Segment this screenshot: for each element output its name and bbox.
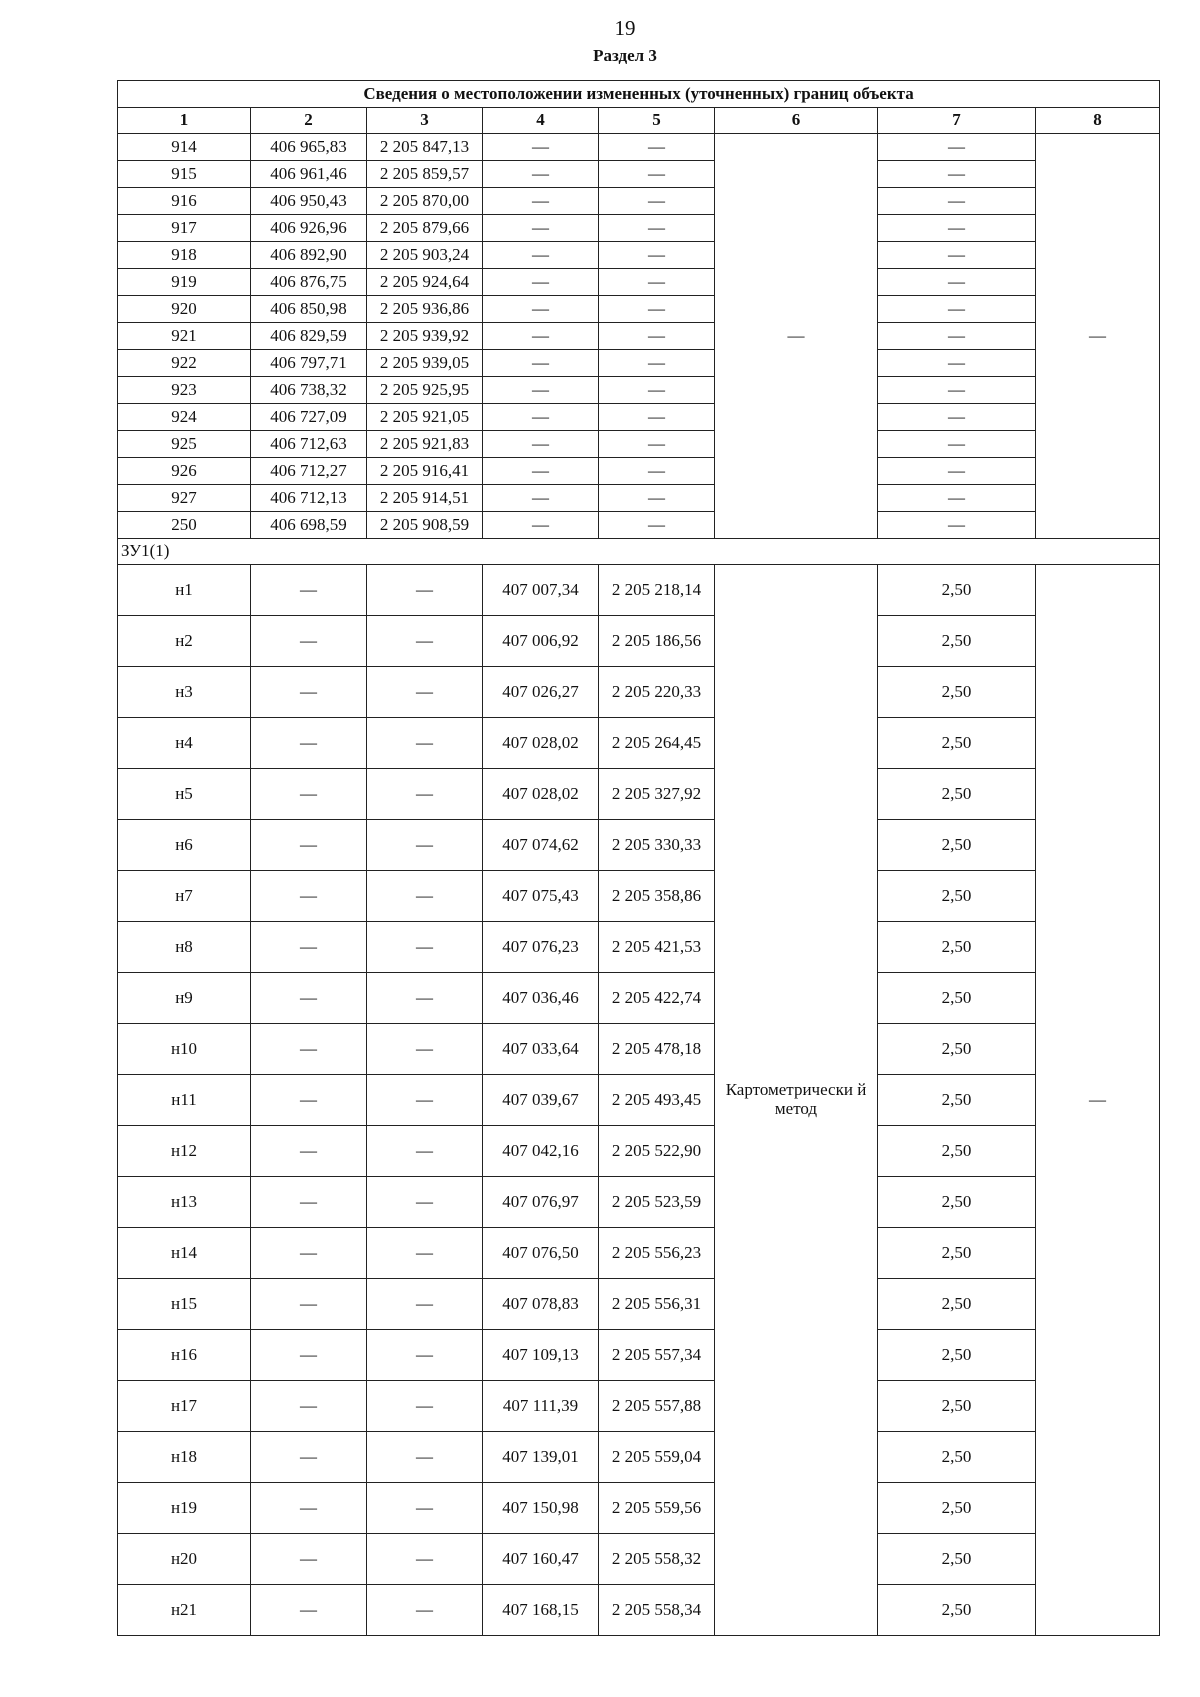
y-old-cell: — [367,1381,483,1432]
y-old-cell: — [367,922,483,973]
y-old-cell: — [367,1483,483,1534]
x-new-cell: 407 076,50 [483,1228,599,1279]
point-number-cell: 924 [118,404,251,431]
y-old-cell: 2 205 903,24 [367,242,483,269]
table-row [118,1024,1160,1075]
x-new-cell: 407 006,92 [483,616,599,667]
x-new-cell: — [483,296,599,323]
y-new-cell: 2 205 186,56 [599,616,715,667]
table-row [118,1228,1160,1279]
precision-cell: — [878,134,1036,161]
precision-cell: 2,50 [878,1534,1036,1585]
y-old-cell: — [367,1330,483,1381]
precision-cell: — [878,161,1036,188]
x-old-cell: 406 712,27 [251,458,367,485]
table-row [118,377,1160,404]
precision-cell: 2,50 [878,1381,1036,1432]
x-old-cell: — [251,565,367,616]
table-row [118,667,1160,718]
point-number-cell: н5 [118,769,251,820]
y-old-cell: 2 205 914,51 [367,485,483,512]
table-row [118,458,1160,485]
y-old-cell: 2 205 908,59 [367,512,483,539]
y-old-cell: — [367,1024,483,1075]
point-number-cell: н4 [118,718,251,769]
x-new-cell: — [483,134,599,161]
x-old-cell: 406 712,13 [251,485,367,512]
x-new-cell: 407 039,67 [483,1075,599,1126]
description-cell: — [1036,565,1160,1636]
y-old-cell: — [367,1585,483,1636]
x-new-cell: 407 074,62 [483,820,599,871]
point-number-cell: 920 [118,296,251,323]
precision-cell: 2,50 [878,1483,1036,1534]
point-number-cell: н1 [118,565,251,616]
y-new-cell: — [599,350,715,377]
point-number-cell: 926 [118,458,251,485]
boundary-coordinates-table [117,80,1160,1636]
precision-cell: — [878,269,1036,296]
precision-cell: 2,50 [878,871,1036,922]
precision-cell: — [878,377,1036,404]
y-old-cell: — [367,1279,483,1330]
x-old-cell: — [251,1381,367,1432]
table-row [118,485,1160,512]
table-row [118,565,1160,616]
y-new-cell: 2 205 558,32 [599,1534,715,1585]
x-old-cell: 406 738,32 [251,377,367,404]
point-number-cell: н7 [118,871,251,922]
y-old-cell: 2 205 921,83 [367,431,483,458]
x-old-cell: — [251,1126,367,1177]
table-row [118,215,1160,242]
y-new-cell: — [599,134,715,161]
column-number-row [118,108,1160,134]
x-new-cell: — [483,431,599,458]
x-old-cell: — [251,616,367,667]
table-row [118,431,1160,458]
table-row [118,871,1160,922]
table-row [118,188,1160,215]
x-old-cell: — [251,1228,367,1279]
table-row [118,134,1160,161]
precision-cell: — [878,485,1036,512]
y-old-cell: — [367,769,483,820]
y-new-cell: 2 205 523,59 [599,1177,715,1228]
point-number-cell: н11 [118,1075,251,1126]
column-number: 7 [878,108,1036,134]
point-number-cell: н16 [118,1330,251,1381]
y-new-cell: 2 205 557,34 [599,1330,715,1381]
table-row [118,1075,1160,1126]
x-old-cell: 406 965,83 [251,134,367,161]
x-new-cell: — [483,485,599,512]
point-number-cell: н3 [118,667,251,718]
y-new-cell: 2 205 478,18 [599,1024,715,1075]
table-row [118,404,1160,431]
x-new-cell: — [483,404,599,431]
table-row [118,922,1160,973]
y-old-cell: — [367,667,483,718]
x-old-cell: — [251,820,367,871]
y-new-cell: 2 205 559,04 [599,1432,715,1483]
precision-cell: 2,50 [878,565,1036,616]
precision-cell: — [878,458,1036,485]
precision-cell: — [878,404,1036,431]
y-old-cell: — [367,973,483,1024]
y-new-cell: — [599,323,715,350]
table-row [118,1381,1160,1432]
y-old-cell: — [367,718,483,769]
x-new-cell: 407 168,15 [483,1585,599,1636]
y-new-cell: 2 205 557,88 [599,1381,715,1432]
y-new-cell: — [599,377,715,404]
x-old-cell: 406 950,43 [251,188,367,215]
column-number: 1 [118,108,251,134]
precision-cell: 2,50 [878,1177,1036,1228]
y-new-cell: 2 205 421,53 [599,922,715,973]
x-old-cell: 406 797,71 [251,350,367,377]
y-new-cell: — [599,215,715,242]
table-row [118,973,1160,1024]
x-new-cell: 407 028,02 [483,718,599,769]
table-row [118,296,1160,323]
y-old-cell: — [367,1228,483,1279]
x-old-cell: — [251,1330,367,1381]
x-new-cell: 407 111,39 [483,1381,599,1432]
point-number-cell: 914 [118,134,251,161]
y-old-cell: — [367,1126,483,1177]
table-row [118,820,1160,871]
y-old-cell: 2 205 939,92 [367,323,483,350]
x-old-cell: 406 829,59 [251,323,367,350]
y-old-cell: 2 205 936,86 [367,296,483,323]
method-cell: — [715,134,878,539]
y-new-cell: — [599,269,715,296]
x-new-cell: — [483,323,599,350]
column-number: 6 [715,108,878,134]
x-old-cell: — [251,769,367,820]
point-number-cell: 919 [118,269,251,296]
x-old-cell: — [251,1075,367,1126]
description-cell: — [1036,134,1160,539]
x-new-cell: — [483,377,599,404]
point-number-cell: н10 [118,1024,251,1075]
y-new-cell: — [599,512,715,539]
precision-cell: — [878,431,1036,458]
table-row [118,242,1160,269]
point-number-cell: н17 [118,1381,251,1432]
y-new-cell: — [599,404,715,431]
y-old-cell: 2 205 847,13 [367,134,483,161]
table-row [118,269,1160,296]
y-new-cell: 2 205 522,90 [599,1126,715,1177]
x-new-cell: — [483,458,599,485]
x-old-cell: — [251,1534,367,1585]
x-new-cell: 407 075,43 [483,871,599,922]
precision-cell: — [878,296,1036,323]
x-new-cell: — [483,242,599,269]
y-old-cell: — [367,1177,483,1228]
precision-cell: 2,50 [878,1075,1036,1126]
y-new-cell: — [599,431,715,458]
y-old-cell: 2 205 859,57 [367,161,483,188]
precision-cell: 2,50 [878,922,1036,973]
x-new-cell: — [483,161,599,188]
table-row [118,1534,1160,1585]
point-number-cell: н14 [118,1228,251,1279]
x-old-cell: 406 712,63 [251,431,367,458]
point-number-cell: н8 [118,922,251,973]
precision-cell: 2,50 [878,1024,1036,1075]
x-new-cell: 407 007,34 [483,565,599,616]
x-new-cell: 407 028,02 [483,769,599,820]
x-new-cell: 407 076,23 [483,922,599,973]
y-old-cell: 2 205 879,66 [367,215,483,242]
page-number: 19 [614,16,636,40]
y-old-cell: 2 205 924,64 [367,269,483,296]
x-new-cell: 407 139,01 [483,1432,599,1483]
x-old-cell: — [251,718,367,769]
y-old-cell: — [367,616,483,667]
x-new-cell: 407 150,98 [483,1483,599,1534]
point-number-cell: н2 [118,616,251,667]
y-new-cell: 2 205 493,45 [599,1075,715,1126]
precision-cell: 2,50 [878,667,1036,718]
y-new-cell: 2 205 559,56 [599,1483,715,1534]
point-number-cell: н12 [118,1126,251,1177]
table-row [118,1279,1160,1330]
point-number-cell: н9 [118,973,251,1024]
x-new-cell: — [483,512,599,539]
y-old-cell: — [367,871,483,922]
x-new-cell: 407 160,47 [483,1534,599,1585]
y-old-cell: — [367,1432,483,1483]
y-old-cell: — [367,1534,483,1585]
precision-cell: 2,50 [878,820,1036,871]
point-number-cell: 915 [118,161,251,188]
x-old-cell: 406 961,46 [251,161,367,188]
point-number-cell: 250 [118,512,251,539]
y-old-cell: 2 205 939,05 [367,350,483,377]
column-number: 4 [483,108,599,134]
x-new-cell: 407 076,97 [483,1177,599,1228]
table-row [118,1177,1160,1228]
x-new-cell: 407 033,64 [483,1024,599,1075]
point-number-cell: 927 [118,485,251,512]
table-row [118,512,1160,539]
y-new-cell: — [599,458,715,485]
point-number-cell: н15 [118,1279,251,1330]
precision-cell: — [878,323,1036,350]
x-old-cell: — [251,1432,367,1483]
table-row [118,718,1160,769]
precision-cell: — [878,242,1036,269]
method-cell: Картометрически й метод [715,565,878,1636]
x-new-cell: 407 078,83 [483,1279,599,1330]
table-row [118,616,1160,667]
x-old-cell: — [251,1024,367,1075]
x-old-cell: — [251,1279,367,1330]
precision-cell: — [878,188,1036,215]
y-new-cell: — [599,242,715,269]
x-old-cell: 406 727,09 [251,404,367,431]
point-number-cell: н6 [118,820,251,871]
table-row [118,769,1160,820]
y-new-cell: 2 205 220,33 [599,667,715,718]
x-old-cell: — [251,1585,367,1636]
point-number-cell: н19 [118,1483,251,1534]
x-new-cell: 407 026,27 [483,667,599,718]
x-old-cell: 406 892,90 [251,242,367,269]
y-new-cell: 2 205 556,31 [599,1279,715,1330]
column-number: 3 [367,108,483,134]
point-number-cell: н18 [118,1432,251,1483]
y-old-cell: — [367,1075,483,1126]
precision-cell: 2,50 [878,1279,1036,1330]
y-old-cell: 2 205 925,95 [367,377,483,404]
y-new-cell: — [599,485,715,512]
precision-cell: 2,50 [878,1585,1036,1636]
table-row [118,1585,1160,1636]
y-new-cell: — [599,188,715,215]
y-old-cell: 2 205 916,41 [367,458,483,485]
precision-cell: — [878,512,1036,539]
table-row [118,1432,1160,1483]
x-old-cell: 406 698,59 [251,512,367,539]
x-new-cell: — [483,188,599,215]
y-old-cell: — [367,820,483,871]
table-caption: Сведения о местоположении измененных (уточненных) границ объекта [118,81,1160,108]
y-new-cell: 2 205 558,34 [599,1585,715,1636]
x-new-cell: 407 109,13 [483,1330,599,1381]
x-old-cell: — [251,1483,367,1534]
point-number-cell: н13 [118,1177,251,1228]
section-title: Раздел 3 [593,46,657,65]
precision-cell: 2,50 [878,973,1036,1024]
point-number-cell: н21 [118,1585,251,1636]
point-number-cell: 918 [118,242,251,269]
precision-cell: 2,50 [878,1228,1036,1279]
precision-cell: — [878,350,1036,377]
y-new-cell: 2 205 358,86 [599,871,715,922]
point-number-cell: 922 [118,350,251,377]
y-old-cell: 2 205 921,05 [367,404,483,431]
section-label-row [118,539,1160,565]
y-new-cell: 2 205 264,45 [599,718,715,769]
y-old-cell: 2 205 870,00 [367,188,483,215]
x-old-cell: — [251,922,367,973]
x-old-cell: 406 926,96 [251,215,367,242]
table-row [118,1330,1160,1381]
table-row [118,161,1160,188]
x-old-cell: — [251,667,367,718]
point-number-cell: 923 [118,377,251,404]
x-old-cell: 406 876,75 [251,269,367,296]
precision-cell: 2,50 [878,1126,1036,1177]
point-number-cell: 925 [118,431,251,458]
point-number-cell: 916 [118,188,251,215]
x-new-cell: — [483,269,599,296]
y-new-cell: — [599,296,715,323]
point-number-cell: н20 [118,1534,251,1585]
precision-cell: 2,50 [878,718,1036,769]
section-label: ЗУ1(1) [118,539,1160,565]
x-new-cell: 407 036,46 [483,973,599,1024]
x-old-cell: — [251,871,367,922]
x-old-cell: — [251,1177,367,1228]
x-new-cell: — [483,350,599,377]
table-row [118,1126,1160,1177]
table-row [118,323,1160,350]
x-new-cell: — [483,215,599,242]
x-old-cell: 406 850,98 [251,296,367,323]
column-number: 8 [1036,108,1160,134]
point-number-cell: 921 [118,323,251,350]
y-new-cell: 2 205 422,74 [599,973,715,1024]
y-new-cell: 2 205 330,33 [599,820,715,871]
precision-cell: 2,50 [878,1432,1036,1483]
x-old-cell: — [251,973,367,1024]
column-number: 2 [251,108,367,134]
precision-cell: 2,50 [878,616,1036,667]
point-number-cell: 917 [118,215,251,242]
x-new-cell: 407 042,16 [483,1126,599,1177]
table-row [118,1483,1160,1534]
column-number: 5 [599,108,715,134]
precision-cell: 2,50 [878,1330,1036,1381]
y-new-cell: — [599,161,715,188]
table-row [118,350,1160,377]
y-old-cell: — [367,565,483,616]
y-new-cell: 2 205 327,92 [599,769,715,820]
y-new-cell: 2 205 218,14 [599,565,715,616]
y-new-cell: 2 205 556,23 [599,1228,715,1279]
precision-cell: — [878,215,1036,242]
precision-cell: 2,50 [878,769,1036,820]
